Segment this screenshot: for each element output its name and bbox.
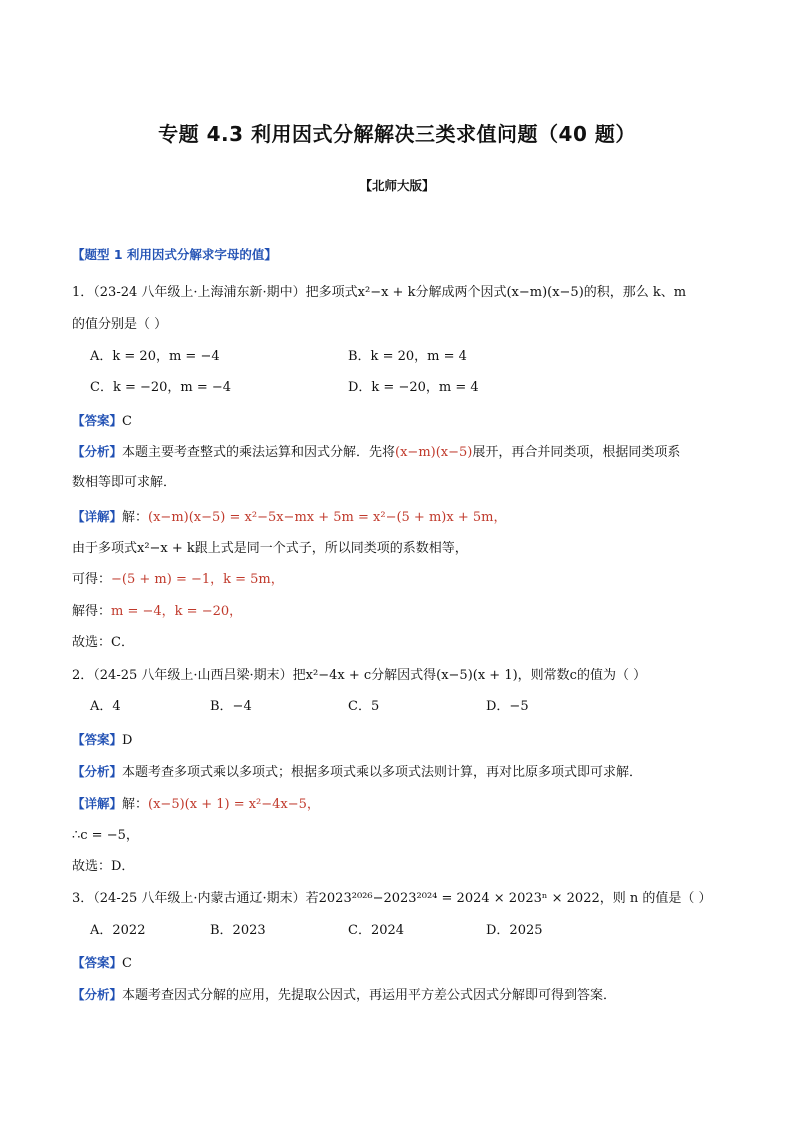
q1-answer xyxy=(72,412,132,431)
page-subtitle: 【北师大版】 xyxy=(359,178,435,193)
detail-tag: 【详解】 xyxy=(72,509,123,524)
detail-prefix: 解得： xyxy=(72,604,112,619)
section-heading: 【题型 1 利用因式分解求字母的值】 xyxy=(72,247,277,262)
analysis-text: 本题考查多项式乘以多项式；根据多项式乘以多项式法则计算，再对比原多项式即可求解． xyxy=(122,765,643,780)
answer-tag: 【答案】 xyxy=(72,413,123,428)
q2-detail-line-b: 故选：D． xyxy=(72,859,135,874)
answer-value: C xyxy=(122,956,132,971)
detail-formula: (x−m)(x−5) = x²−5x−mx + 5m = x²−(5 + m)x + 5m， xyxy=(148,510,507,525)
q3-option-d: D．2025 xyxy=(486,923,543,938)
q3-option-b: B．2023 xyxy=(210,923,266,938)
q1-option-a: A．k = 20，m = −4 xyxy=(90,349,220,364)
detail-formula: (x−5)(x + 1) = x²−4x−5， xyxy=(148,797,320,812)
q1-detail xyxy=(72,508,506,527)
q2-option-b: B．−4 xyxy=(210,699,252,714)
analysis-tag: 【分析】 xyxy=(72,444,123,459)
answer-tag: 【答案】 xyxy=(72,955,123,970)
q1-detail-line-c xyxy=(72,603,242,621)
detail-formula: m = −4，k = −20， xyxy=(111,604,243,619)
q2-stem: 2．（24-25 八年级上·山西吕梁·期末）把x²−4x + c分解因式得(x−5)(x + 1)，则常数c的值为（ ） xyxy=(72,668,647,683)
q2-answer xyxy=(72,731,132,750)
q2-detail-line-a: ∴c = −5， xyxy=(72,828,139,843)
analysis-tag: 【分析】 xyxy=(72,987,123,1002)
analysis-text: 本题主要考查整式的乘法运算和因式分解．先将 xyxy=(122,445,396,460)
q1-option-d: D．k = −20，m = 4 xyxy=(348,380,479,395)
q1-detail-line-a: 由于多项式x²−x + k跟上式是同一个式子，所以同类项的系数相等， xyxy=(72,541,468,556)
q2-option-c: C．5 xyxy=(348,699,380,714)
q3-answer xyxy=(72,954,132,973)
detail-prefix: 解： xyxy=(122,797,149,812)
q2-detail xyxy=(72,795,320,814)
q1-stem-line2: 的值分别是（ ） xyxy=(72,317,168,332)
q1-stem-line1: 1．（23-24 八年级上·上海浦东新·期中）把多项式x²−x + k分解成两个因式(x−m)(x−5)的积，那么 k、m xyxy=(72,285,687,300)
q2-analysis xyxy=(72,763,642,782)
detail-prefix: 解： xyxy=(122,510,149,525)
q1-analysis-line1 xyxy=(72,443,680,462)
analysis-formula: (x−m)(x−5) xyxy=(395,445,473,460)
q1-detail-line-d: 故选：C． xyxy=(72,635,134,650)
page-title: 专题 4.3 利用因式分解解决三类求值问题（40 题） xyxy=(158,122,636,146)
analysis-text-cont: 展开，再合并同类项，根据同类项系 xyxy=(472,445,681,460)
q1-detail-line-b xyxy=(72,571,284,589)
detail-tag: 【详解】 xyxy=(72,796,123,811)
q3-analysis xyxy=(72,986,616,1005)
q1-analysis-line2: 数相等即可求解． xyxy=(72,475,177,490)
answer-tag: 【答案】 xyxy=(72,732,123,747)
answer-value: C xyxy=(122,414,132,429)
q1-option-b: B．k = 20，m = 4 xyxy=(348,349,467,364)
detail-formula: −(5 + m) = −1，k = 5m， xyxy=(111,572,284,587)
q2-option-a: A．4 xyxy=(90,699,121,714)
analysis-tag: 【分析】 xyxy=(72,764,123,779)
q3-option-c: C．2024 xyxy=(348,923,405,938)
q2-option-d: D．−5 xyxy=(486,699,529,714)
q1-option-c: C．k = −20，m = −4 xyxy=(90,380,232,395)
detail-prefix: 可得： xyxy=(72,572,112,587)
analysis-text: 本题考查因式分解的应用，先提取公因式，再运用平方差公式因式分解即可得到答案． xyxy=(122,988,617,1003)
q3-option-a: A．2022 xyxy=(90,923,146,938)
answer-value: D xyxy=(122,733,133,748)
q3-stem: 3．（24-25 八年级上·内蒙古通辽·期末）若2023²⁰²⁶−2023²⁰²⁴ = 2024 × 2023ⁿ × 2022，则 n 的值是（ ） xyxy=(72,891,712,906)
